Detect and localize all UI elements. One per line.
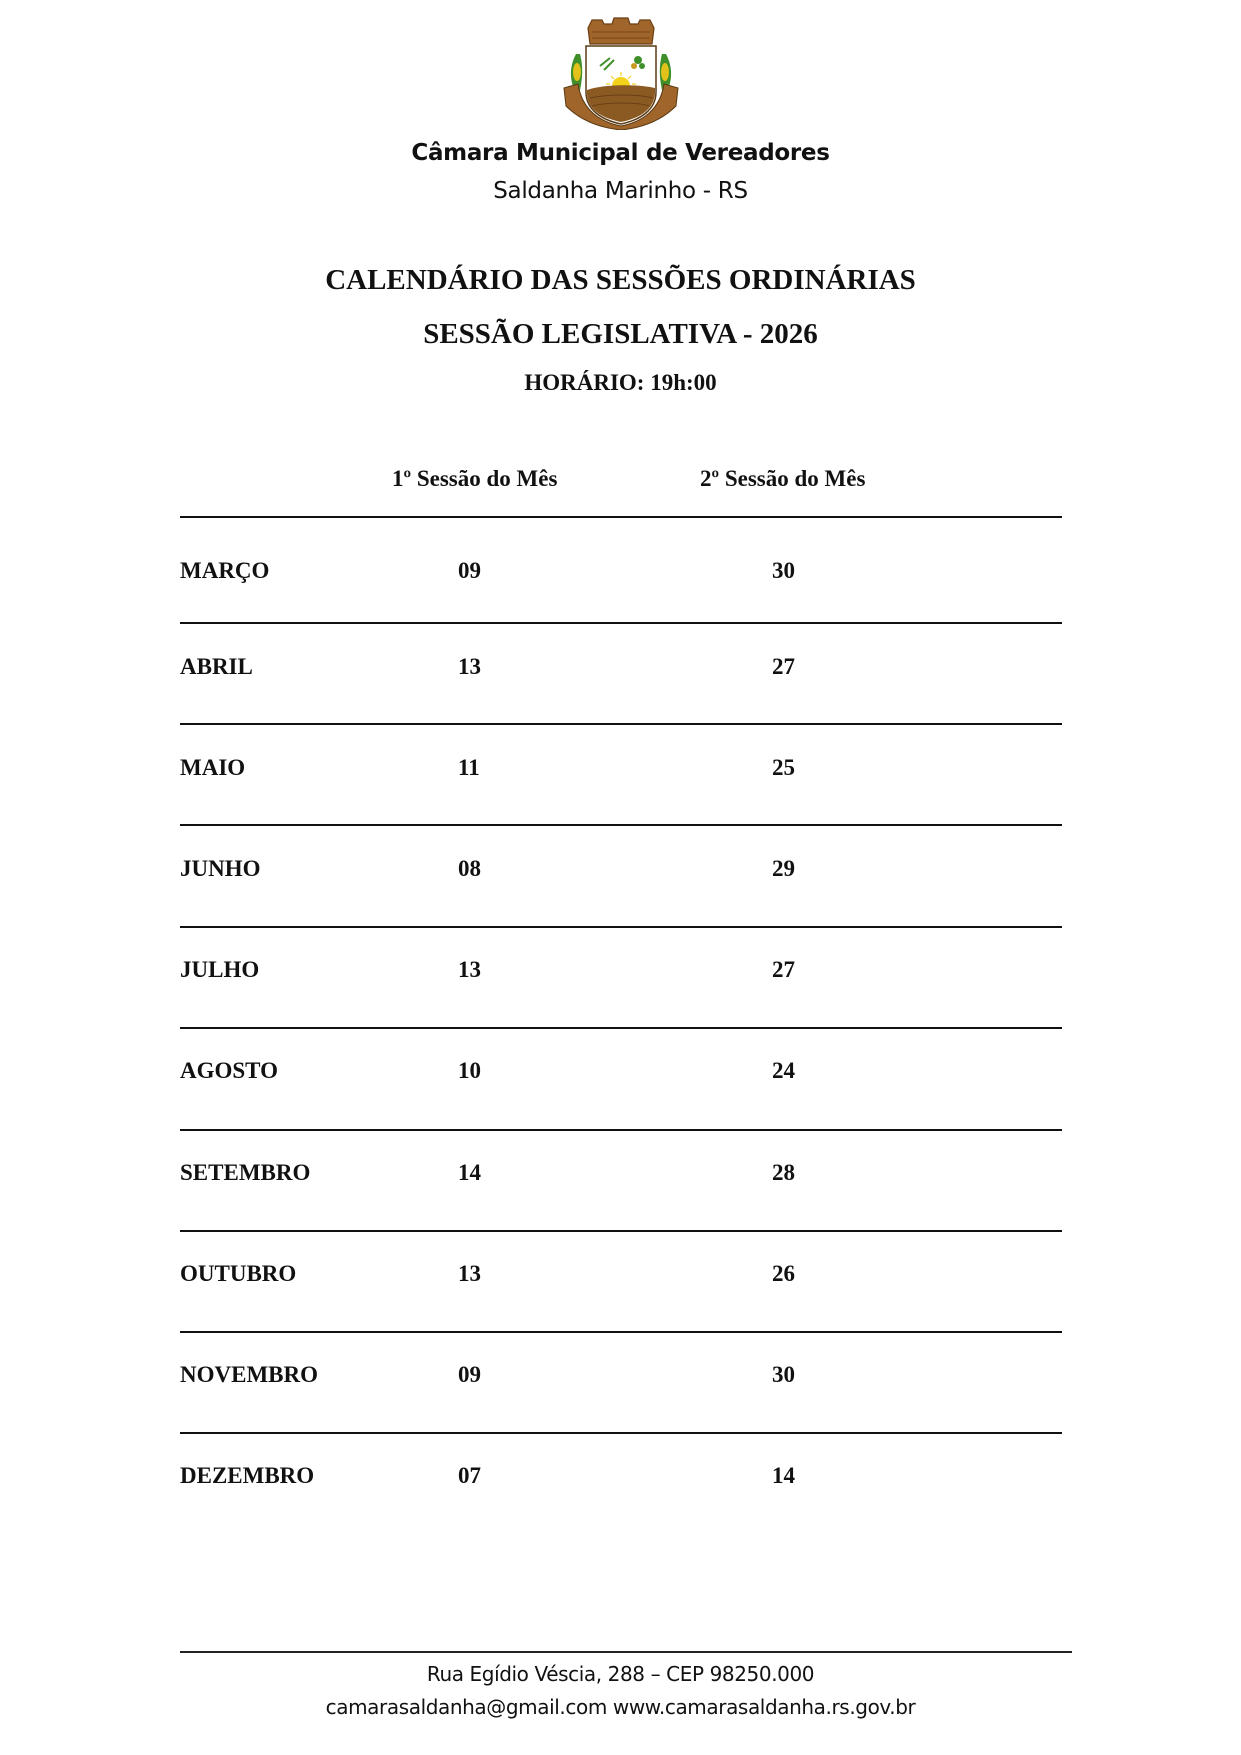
second-session-day: 30: [772, 1362, 795, 1387]
table-row: [0, 558, 1241, 598]
organization-name: Câmara Municipal de Vereadores: [411, 140, 830, 166]
second-session-day: 26: [772, 1261, 795, 1286]
second-session-day: 29: [772, 856, 795, 881]
first-session-day: 10: [458, 1058, 481, 1083]
month-label: MARÇO: [180, 558, 270, 583]
first-session-day: 14: [458, 1160, 481, 1185]
first-session-day: 07: [458, 1463, 481, 1488]
document-title: CALENDÁRIO DAS SESSÕES ORDINÁRIAS: [325, 264, 916, 296]
month-label: MAIO: [180, 755, 246, 780]
footer-address: Rua Egídio Véscia, 288 – CEP 98250.000: [426, 1662, 815, 1686]
mural-crown-icon: [588, 18, 654, 44]
second-session-day: 27: [772, 957, 795, 982]
row-divider: [180, 622, 1062, 624]
month-label: JUNHO: [180, 856, 261, 881]
table-row: [0, 856, 1241, 896]
table-row: [0, 1362, 1241, 1402]
row-divider: [180, 723, 1062, 725]
table-row: [0, 957, 1241, 997]
month-label: DEZEMBRO: [180, 1463, 315, 1488]
second-session-day: 24: [772, 1058, 795, 1083]
footer-contact: camarasaldanha@gmail.com www.camarasaldanha.rs.gov.br: [325, 1695, 916, 1719]
second-session-day: 30: [772, 558, 795, 583]
footer-divider: [180, 1651, 1072, 1653]
first-session-day: 13: [458, 957, 481, 982]
first-session-day: 09: [458, 1362, 481, 1387]
first-session-day: 09: [458, 558, 481, 583]
row-divider: [180, 516, 1062, 518]
month-label: AGOSTO: [180, 1058, 278, 1083]
table-row: [0, 654, 1241, 694]
table-row: [0, 1463, 1241, 1503]
row-divider: [180, 1027, 1062, 1029]
month-label: SETEMBRO: [180, 1160, 311, 1185]
second-session-day: 28: [772, 1160, 795, 1185]
month-label: NOVEMBRO: [180, 1362, 318, 1387]
first-session-day: 13: [458, 654, 481, 679]
organization-city: Saldanha Marinho - RS: [493, 178, 748, 204]
row-divider: [180, 824, 1062, 826]
first-session-day: 08: [458, 856, 481, 881]
second-session-day: 14: [772, 1463, 795, 1488]
row-divider: [180, 1432, 1062, 1434]
row-divider: [180, 926, 1062, 928]
first-session-day: 11: [458, 755, 480, 780]
row-divider: [180, 1230, 1062, 1232]
table-row: [0, 1160, 1241, 1200]
table-row: [0, 1058, 1241, 1098]
row-divider: [180, 1129, 1062, 1131]
table-row: [0, 755, 1241, 795]
coat-of-arms-logo: [548, 14, 694, 130]
table-row: [0, 1261, 1241, 1301]
row-divider: [180, 1331, 1062, 1333]
second-session-day: 25: [772, 755, 795, 780]
session-time: HORÁRIO: 19h:00: [524, 370, 717, 395]
column-header-first-session: 1º Sessão do Mês: [392, 466, 558, 491]
document-subtitle: SESSÃO LEGISLATIVA - 2026: [423, 318, 818, 350]
month-label: ABRIL: [180, 654, 253, 679]
second-session-day: 27: [772, 654, 795, 679]
shield-icon: [586, 46, 656, 124]
first-session-day: 13: [458, 1261, 481, 1286]
month-label: OUTUBRO: [180, 1261, 297, 1286]
column-header-second-session: 2º Sessão do Mês: [700, 466, 866, 491]
month-label: JULHO: [180, 957, 260, 982]
